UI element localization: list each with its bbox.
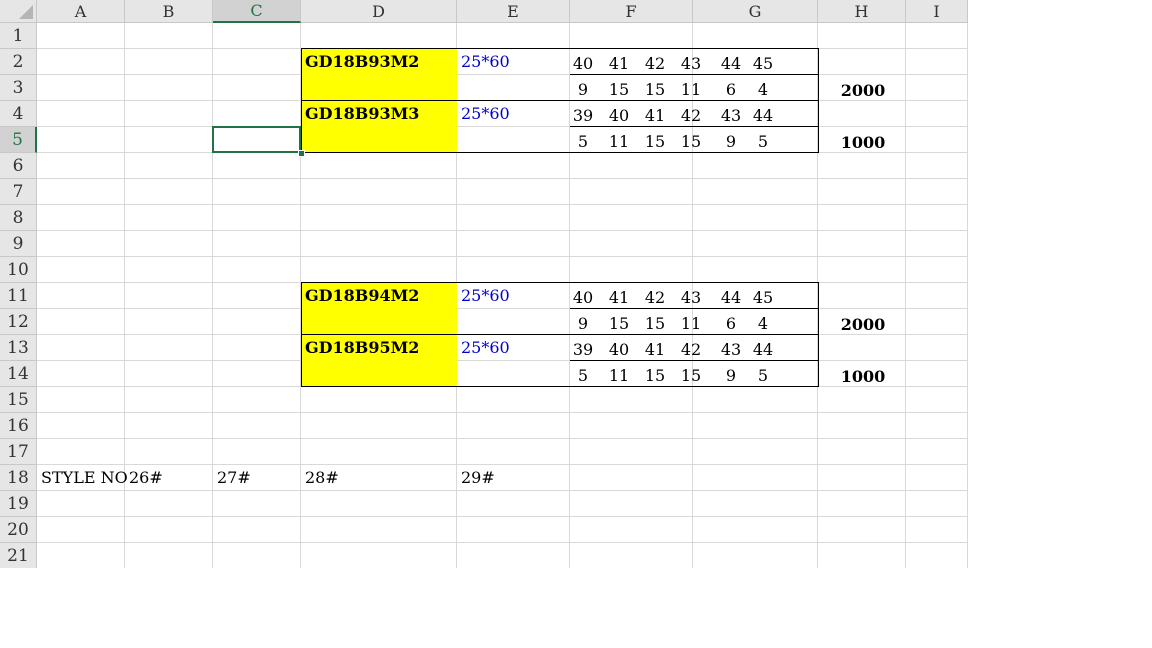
style-code[interactable]: GD18B94M2 xyxy=(305,286,420,305)
style-no-value[interactable]: 27# xyxy=(217,468,251,487)
size-grid-value[interactable]: 41 xyxy=(608,288,630,307)
order-total[interactable]: 2000 xyxy=(840,81,886,100)
size-grid-value[interactable]: 39 xyxy=(572,340,594,359)
size-grid-value[interactable]: 43 xyxy=(680,54,702,73)
size-grid-value[interactable]: 11 xyxy=(680,314,702,333)
size-grid-value[interactable]: 44 xyxy=(752,340,774,359)
size-grid-value[interactable]: 15 xyxy=(608,314,630,333)
select-all-corner[interactable] xyxy=(0,0,37,23)
row-header-4[interactable]: 4 xyxy=(0,101,37,127)
gridline-horizontal xyxy=(37,308,968,309)
size-grid-value[interactable]: 42 xyxy=(644,54,666,73)
size-grid-value[interactable]: 4 xyxy=(757,314,769,333)
gridline-horizontal xyxy=(37,126,968,127)
size-spec[interactable]: 25*60 xyxy=(461,52,510,71)
block-border xyxy=(570,360,818,361)
gridline-vertical xyxy=(212,23,213,568)
row-header-2[interactable]: 2 xyxy=(0,49,37,75)
block-border xyxy=(301,152,818,153)
size-grid-value[interactable]: 4 xyxy=(757,80,769,99)
column-header-e[interactable]: E xyxy=(457,0,570,23)
row-header-19[interactable]: 19 xyxy=(0,491,37,517)
row-header-3[interactable]: 3 xyxy=(0,75,37,101)
block-border xyxy=(301,282,302,387)
row-header-17[interactable]: 17 xyxy=(0,439,37,465)
size-grid-value[interactable]: 11 xyxy=(608,366,630,385)
size-grid-value[interactable]: 15 xyxy=(644,132,666,151)
row-header-9[interactable]: 9 xyxy=(0,231,37,257)
row-header-12[interactable]: 12 xyxy=(0,309,37,335)
size-grid-value[interactable]: 5 xyxy=(577,132,589,151)
row-header-15[interactable]: 15 xyxy=(0,387,37,413)
block-border xyxy=(570,308,818,309)
column-header-d[interactable]: D xyxy=(301,0,457,23)
gridline-horizontal xyxy=(37,464,968,465)
gridline-horizontal xyxy=(37,204,968,205)
style-code[interactable]: GD18B93M3 xyxy=(305,104,420,123)
size-spec[interactable]: 25*60 xyxy=(461,104,510,123)
size-grid-value[interactable]: 9 xyxy=(577,80,589,99)
size-grid-value[interactable]: 42 xyxy=(680,106,702,125)
column-header-b[interactable]: B xyxy=(125,0,213,23)
size-grid-value[interactable]: 6 xyxy=(725,80,737,99)
column-header-c[interactable]: C xyxy=(213,0,301,23)
size-grid-value[interactable]: 15 xyxy=(644,366,666,385)
block-border xyxy=(301,100,818,101)
size-grid-value[interactable]: 5 xyxy=(757,132,769,151)
gridline-vertical xyxy=(967,23,968,568)
block-border xyxy=(301,334,818,335)
size-grid-value[interactable]: 6 xyxy=(725,314,737,333)
gridline-horizontal xyxy=(37,490,968,491)
size-grid-value[interactable]: 15 xyxy=(644,314,666,333)
size-grid-value[interactable]: 40 xyxy=(608,106,630,125)
style-no-label[interactable]: STYLE NO xyxy=(41,468,128,487)
active-cell[interactable] xyxy=(212,126,301,153)
size-grid-value[interactable]: 40 xyxy=(572,288,594,307)
size-grid-value[interactable]: 44 xyxy=(752,106,774,125)
row-header-21[interactable]: 21 xyxy=(0,543,37,568)
size-grid-value[interactable]: 15 xyxy=(644,80,666,99)
size-grid-value[interactable]: 44 xyxy=(720,54,742,73)
size-grid-value[interactable]: 15 xyxy=(680,132,702,151)
gridline-horizontal xyxy=(37,178,968,179)
gridline-horizontal xyxy=(37,542,968,543)
style-no-value[interactable]: 29# xyxy=(461,468,495,487)
style-code[interactable]: GD18B93M2 xyxy=(305,52,420,71)
row-header-5[interactable]: 5 xyxy=(0,127,37,153)
size-grid-value[interactable]: 41 xyxy=(644,340,666,359)
size-grid-value[interactable]: 9 xyxy=(725,132,737,151)
row-header-7[interactable]: 7 xyxy=(0,179,37,205)
size-spec[interactable]: 25*60 xyxy=(461,286,510,305)
size-grid-value[interactable]: 44 xyxy=(720,288,742,307)
size-grid-value[interactable]: 11 xyxy=(608,132,630,151)
block-border xyxy=(570,74,818,75)
row-header-16[interactable]: 16 xyxy=(0,413,37,439)
gridline-horizontal xyxy=(37,360,968,361)
size-grid-value[interactable]: 5 xyxy=(577,366,589,385)
column-header-a[interactable]: A xyxy=(37,0,125,23)
row-header-18[interactable]: 18 xyxy=(0,465,37,491)
size-grid-value[interactable]: 11 xyxy=(680,80,702,99)
gridline-horizontal xyxy=(37,74,968,75)
block-border xyxy=(818,48,819,153)
size-grid-value[interactable]: 42 xyxy=(680,340,702,359)
gridline-vertical xyxy=(905,23,906,568)
block-border xyxy=(301,282,818,283)
size-grid-value[interactable]: 5 xyxy=(757,366,769,385)
size-grid-value[interactable]: 41 xyxy=(608,54,630,73)
row-header-1[interactable]: 1 xyxy=(0,23,37,49)
select-all-icon xyxy=(19,5,33,19)
column-header-i[interactable]: I xyxy=(906,0,968,23)
fill-handle[interactable] xyxy=(298,150,305,157)
row-header-20[interactable]: 20 xyxy=(0,517,37,543)
size-grid-value[interactable]: 9 xyxy=(577,314,589,333)
size-grid-value[interactable]: 41 xyxy=(644,106,666,125)
size-grid-value[interactable]: 40 xyxy=(572,54,594,73)
row-header-14[interactable]: 14 xyxy=(0,361,37,387)
size-grid-value[interactable]: 42 xyxy=(644,288,666,307)
style-code[interactable]: GD18B95M2 xyxy=(305,338,420,357)
size-grid-value[interactable]: 45 xyxy=(752,288,774,307)
column-header-g[interactable]: G xyxy=(693,0,818,23)
order-total[interactable]: 1000 xyxy=(840,367,886,386)
size-grid-value[interactable]: 43 xyxy=(720,106,742,125)
size-grid-value[interactable]: 45 xyxy=(752,54,774,73)
block-border xyxy=(301,386,818,387)
size-grid-value[interactable]: 43 xyxy=(720,340,742,359)
row-header-8[interactable]: 8 xyxy=(0,205,37,231)
size-spec[interactable]: 25*60 xyxy=(461,338,510,357)
size-grid-value[interactable]: 39 xyxy=(572,106,594,125)
block-border xyxy=(570,126,818,127)
gridline-horizontal xyxy=(37,438,968,439)
row-header-13[interactable]: 13 xyxy=(0,335,37,361)
size-grid-value[interactable]: 43 xyxy=(680,288,702,307)
block-border xyxy=(301,48,818,49)
style-no-value[interactable]: 26# xyxy=(129,468,163,487)
column-header-h[interactable]: H xyxy=(818,0,906,23)
gridline-horizontal xyxy=(37,230,968,231)
size-grid-value[interactable]: 9 xyxy=(725,366,737,385)
gridline-horizontal xyxy=(37,256,968,257)
style-no-value[interactable]: 28# xyxy=(305,468,339,487)
row-header-6[interactable]: 6 xyxy=(0,153,37,179)
gridline-horizontal xyxy=(37,516,968,517)
size-grid-value[interactable]: 15 xyxy=(680,366,702,385)
row-header-10[interactable]: 10 xyxy=(0,257,37,283)
column-header-f[interactable]: F xyxy=(570,0,693,23)
order-total[interactable]: 2000 xyxy=(840,315,886,334)
size-grid-value[interactable]: 15 xyxy=(608,80,630,99)
order-total[interactable]: 1000 xyxy=(840,133,886,152)
block-border xyxy=(301,48,302,153)
row-header-11[interactable]: 11 xyxy=(0,283,37,309)
gridline-horizontal xyxy=(37,412,968,413)
size-grid-value[interactable]: 40 xyxy=(608,340,630,359)
block-border xyxy=(818,282,819,387)
